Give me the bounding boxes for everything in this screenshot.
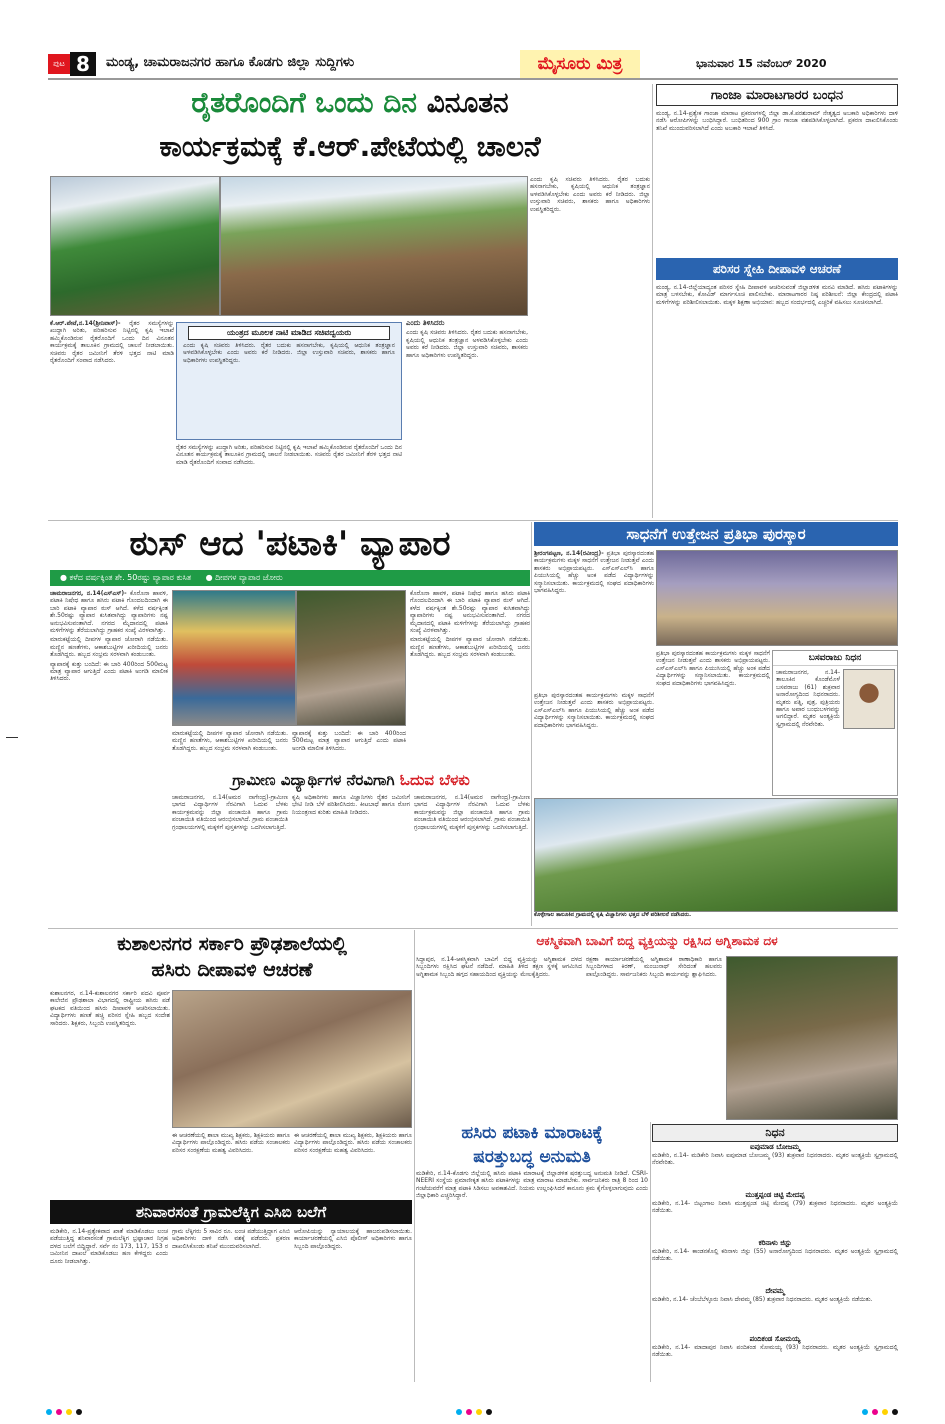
lead-body-right <box>406 320 528 518</box>
crackers-body-text-3: ವ್ಯಾಪಾರಕ್ಕೆ ಕುತ್ತು ಬಂದಿದೆ: ಈ ಬಾರಿ 400ರಿಂದ 500ಮಟ್ಟ ಮಾತ್ರ ವ್ಯಾಪಾರ ಆಗುತ್ತಿದೆ ಎಂದು ಪಟಾಕಿ ಅಂಗಡಿ ಮಾಲೀಕ ತಿಳಿಸಿದರು. <box>50 660 168 683</box>
obit-item <box>652 1190 898 1238</box>
field-photo-caption: ಕೊಳ್ಳೇಗಾಲ ತಾಲೂಕಿನ ಗ್ರಾಮದಲ್ಲಿ ಕೃಷಿ ವಿಜ್ಞಾನಿಗಳು ಭತ್ತದ ಬೆಳೆ ಪರಿಶೀಲನೆ ನಡೆಸಿದರು. <box>534 912 692 918</box>
obit-name: ಪಂದಿಕಂಡ ಸೋಮಯ್ಯ <box>749 1335 801 1343</box>
acb-headline: ಶನಿವಾರಸಂತೆ ಗ್ರಾಮಲೆಕ್ಕಿಗ ಎಸಿಬಿ ಬಲೆಗೆ <box>135 1203 327 1221</box>
rescue-headline-bar <box>416 930 898 952</box>
crackers-body-text-2: ಮಾರುಕಟ್ಟೆಯಲ್ಲಿ ದೀಪಗಳ ವ್ಯಾಪಾರ ಜೋರಾಗಿ ನಡೆಯಿತು. ಮಣ್ಣಿನ ಹಣತೆಗಳು, ಆಕಾಶಬುಟ್ಟಿಗಳ ಖರೀದಿಯಲ್ಲಿ ಜನರು ತೊಡಗಿದ್ದರು. ಹಬ್ಬದ ಸಂಭ್ರಮ ಸರಳವಾಗಿ ಕಂಡುಬಂತು. <box>50 636 168 659</box>
obit-list <box>652 1142 898 1382</box>
rule-vertical-3 <box>414 930 415 1382</box>
rule-horizontal-1 <box>48 520 898 521</box>
page-label: ಪುಟ <box>48 54 70 74</box>
obit-name: ಐಪುಮಾಡ ಬೋಜಮ್ಮ <box>749 1143 801 1151</box>
rural-body-3: ಚಾಮರಾಜನಗರ, ನ.14(ಅಮರ ನಾಗೇಂದ್ರ)-ಗ್ರಾಮೀಣ ಭಾಗದ ವಿದ್ಯಾರ್ಥಿಗಳ ನೆರವಿಗಾಗಿ ಓದುವ ಬೆಳಕು ಕಾರ್ಯಕ್ರಮವನ್ನು ಜಿಲ್ಲಾ ಪಂಚಾಯಿತಿ ಹಾಗೂ ಗ್ರಾಮ ಪಂಚಾಯಿತಿ ವತಿಯಿಂದ ಆರಂಭಿಸಲಾಗಿದೆ. ಗ್ರಾಮ ಪಂಚಾಯಿತಿ ಗ್ರಂಥಾಲಯಗಳಲ್ಲಿ ಮಕ್ಕಳಿಗೆ ಪುಸ್ತಕಗಳನ್ನು ಒದಗಿಸಲಾಗುತ್ತಿದೆ. <box>414 794 530 831</box>
lead-inset-text: ಎಂದು ಕೃಷಿ ಸಚಿವರು ತಿಳಿಸಿದರು. ರೈತರ ಬದುಕು ಹಸನಾಗಬೇಕು, ಕೃಷಿಯಲ್ಲಿ ಆಧುನಿಕ ತಂತ್ರಜ್ಞಾನ ಅಳವಡಿಸಿಕೊಳ್ಳಬೇಕು ಎಂದು ಅವರು ಕರೆ ನೀಡಿದರು. ಜಿಲ್ಲಾ ಉಸ್ತುವಾರಿ ಸಚಿವರು, ಶಾಸಕರು ಹಾಗೂ ಅಧಿಕಾರಿಗಳು ಉಪಸ್ಥಿತರಿದ್ದರು. <box>183 342 395 364</box>
reg-dot <box>892 1409 898 1415</box>
rescue-photo <box>726 956 898 1120</box>
lead-body-left-text: ರೈತರ ಸಮಸ್ಯೆಗಳನ್ನು ಖುದ್ದಾಗಿ ಅರಿತು, ಪರಿಹರಿಸುವ ನಿಟ್ಟಿನಲ್ಲಿ ಕೃಷಿ ಇಲಾಖೆ ಹಮ್ಮಿಕೊಂಡಿರುವ ರೈತರೊಂದಿಗೆ ಒಂದು ದಿನ ವಿನೂತನ ಕಾರ್ಯಕ್ರಮಕ್ಕೆ ತಾಲೂಕಿನ ಗ್ರಾಮದಲ್ಲಿ ಚಾಲನೆ ನೀಡಲಾಯಿತು. ಸಚಿವರು ರೈತರ ಜಮೀನಿಗೆ ತೆರಳಿ ಭತ್ತದ ನಾಟಿ ಮಾಡಿ ರೈತರೊಂದಿಗೆ ಸಂವಾದ ನಡೆಸಿದರು. <box>50 320 174 365</box>
date-line: ಭಾನುವಾರ 15 ನವೆಂಬರ್ 2020 <box>696 57 827 70</box>
lead-inset-title: ಯಂತ್ರದ ಮೂಲಕ ನಾಟಿ ಮಾಡಿದ ಸಚಿವದ್ವಯರು <box>188 326 390 340</box>
rural-headline-a: ಗ್ರಾಮೀಣ ವಿದ್ಯಾರ್ಥಿಗಳ ನೆರವಿಗಾಗಿ <box>232 771 395 789</box>
masthead <box>48 50 898 80</box>
lead-photo-planting <box>220 176 528 316</box>
reg-dot <box>76 1409 82 1415</box>
lead-body-mid: ರೈತರ ಸಮಸ್ಯೆಗಳನ್ನು ಖುದ್ದಾಗಿ ಅರಿತು, ಪರಿಹರಿಸುವ ನಿಟ್ಟಿನಲ್ಲಿ ಕೃಷಿ ಇಲಾಖೆ ಹಮ್ಮಿಕೊಂಡಿರುವ ರೈತರೊಂದಿಗೆ ಒಂದು ದಿನ ವಿನೂತನ ಕಾರ್ಯಕ್ರಮಕ್ಕೆ ತಾಲೂಕಿನ ಗ್ರಾಮದಲ್ಲಿ ಚಾಲನೆ ನೀಡಲಾಯಿತು. ಸಚಿವರು ರೈತರ ಜಮೀನಿಗೆ ತೆರಳಿ ಭತ್ತದ ನಾಟಿ ಮಾಡಿ ರೈತರೊಂದಿಗೆ ಸಂವಾದ ನಡೆಸಿದರು. <box>176 444 402 466</box>
award-headline-bar <box>534 522 898 546</box>
rule-horizontal-2 <box>48 928 898 929</box>
crackers-body-right <box>410 590 530 768</box>
registration-marks-mid <box>456 1400 496 1408</box>
registration-marks-left <box>46 1400 86 1408</box>
obit-item <box>652 1142 898 1190</box>
reg-dot <box>872 1409 878 1415</box>
green-crackers-headline-1: ಹಸಿರು ಪಟಾಕಿ ಮಾರಾಟಕ್ಕೆ <box>461 1123 603 1143</box>
crackers-photo-customers <box>296 590 406 726</box>
crackers-dateline: ಚಾಮರಾಜನಗರ, ನ.14(ಎಸ್‌ಎಸ್)- <box>50 590 127 597</box>
registration-marks-right <box>862 1400 902 1408</box>
lead-headline-1a: ರೈತರೊಂದಿಗೆ ಒಂದು ದಿನ <box>191 86 417 119</box>
school-photo <box>172 990 412 1128</box>
basavaraju-photo <box>843 669 895 729</box>
rule-vertical-2 <box>531 522 532 926</box>
crackers-headline: ಠುಸ್ ಆದ 'ಪಟಾಕಿ' ವ್ಯಾಪಾರ <box>129 524 451 564</box>
reg-dot <box>46 1409 52 1415</box>
award-headline: ಸಾಧನೆಗೆ ಉತ್ತೇಜನ ಪ್ರತಿಭಾ ಪುರಸ್ಕಾರ <box>626 525 806 543</box>
reg-dot <box>56 1409 62 1415</box>
lead-photo-tractor <box>50 176 220 316</box>
lead-subhead: ಎಂದು ತಿಳಿಸಿದರು <box>406 320 445 327</box>
crackers-body-right-text: ಕೊರೊನಾ ಹಾವಳಿ, ಪಟಾಕಿ ನಿಷೇಧ ಹಾಗೂ ಹಸಿರು ಪಟಾಕಿ ಗೊಂದಲದಿಂದಾಗಿ ಈ ಬಾರಿ ಪಟಾಕಿ ವ್ಯಾಪಾರ ಠುಸ್ ಆಗಿದೆ. ಕಳೆದ ವರ್ಷಕ್ಕಿಂತ ಶೇ.50ರಷ್ಟು ವ್ಯಾಪಾರ ಕುಸಿತವಾಗಿದ್ದು ವ್ಯಾಪಾರಿಗಳು ನಷ್ಟ ಅನುಭವಿಸುವಂತಾಗಿದೆ. ನಗರದ ಮೈದಾನದಲ್ಲಿ ಪಟಾಕಿ ಮಳಿಗೆಗಳನ್ನು ತೆರೆಯಲಾಗಿದ್ದು ಗ್ರಾಹಕರ ಸಂಖ್ಯೆ ವಿರಳವಾಗಿತ್ತು. <box>410 590 530 635</box>
crackers-subbar: ● ಕಳೆದ ವರ್ಷಕ್ಕಿಂತ ಶೇ. 50ರಷ್ಟು ವ್ಯಾಪಾರ ಕುಸಿತ ● ದೀಪಗಳ ವ್ಯಾಪಾರ ಜೋರು <box>50 570 530 586</box>
school-body-mid: ಈ ಆಚರಣೆಯಲ್ಲಿ ಶಾಲಾ ಮುಖ್ಯ ಶಿಕ್ಷಕರು, ಶಿಕ್ಷಕಿಯರು ಹಾಗೂ ವಿದ್ಯಾರ್ಥಿಗಳು ಪಾಲ್ಗೊಂಡಿದ್ದರು. ಹಸಿರು ಪಡೆಯ ಸಂಚಾಲಕರು ಪರಿಸರ ಸಂರಕ್ಷಣೆಯ ಮಹತ್ವ ವಿವರಿಸಿದರು. <box>172 1132 290 1154</box>
crackers-body-right-text-2: ಮಾರುಕಟ್ಟೆಯಲ್ಲಿ ದೀಪಗಳ ವ್ಯಾಪಾರ ಜೋರಾಗಿ ನಡೆಯಿತು. ಮಣ್ಣಿನ ಹಣತೆಗಳು, ಆಕಾಶಬುಟ್ಟಿಗಳ ಖರೀದಿಯಲ್ಲಿ ಜನರು ತೊಡಗಿದ್ದರು. ಹಬ್ಬದ ಸಂಭ್ರಮ ಸರಳವಾಗಿ ಕಂಡುಬಂತು. <box>410 636 530 659</box>
crop-mark-left <box>6 737 18 738</box>
paper-name: ಮೈಸೂರು ಮಿತ್ರ <box>520 50 640 78</box>
field-photo <box>534 798 898 912</box>
lead-headline-line1 <box>60 86 640 120</box>
lead-headline-1b: ವಿನೂತನ <box>426 86 509 119</box>
crackers-body-mid: ಮಾರುಕಟ್ಟೆಯಲ್ಲಿ ದೀಪಗಳ ವ್ಯಾಪಾರ ಜೋರಾಗಿ ನಡೆಯಿತು. ಮಣ್ಣಿನ ಹಣತೆಗಳು, ಆಕಾಶಬುಟ್ಟಿಗಳ ಖರೀದಿಯಲ್ಲಿ ಜನರು ತೊಡಗಿದ್ದರು. ಹಬ್ಬದ ಸಂಭ್ರಮ ಸರಳವಾಗಿ ಕಂಡುಬಂತು. <box>172 730 288 752</box>
lead-headline-line2: ಕಾರ್ಯಕ್ರಮಕ್ಕೆ ಕೆ.ಆರ್.ಪೇಟೆಯಲ್ಲಿ ಚಾಲನೆ <box>159 130 541 163</box>
rule-vertical-4 <box>650 1122 651 1382</box>
reg-dot <box>466 1409 472 1415</box>
school-headline-line1: ಕುಶಾಲನಗರ ಸರ್ಕಾರಿ ಪ್ರೌಢಶಾಲೆಯಲ್ಲಿ <box>117 933 347 955</box>
acb-body-1: ಮಡಿಕೇರಿ, ನ.14-ಪ್ರತ್ಯೇಕವಾದ ಖಾತೆ ಮಾಡಿಕೊಡಲು ಲಂಚ ಪಡೆಯುತ್ತಿದ್ದ ಶನಿವಾರಸಂತೆ ಗ್ರಾಮಲೆಕ್ಕಿಗ ಭ್ರಷ್ಟಾಚಾರ ನಿಗ್ರಹ ದಳದ ಬಲೆಗೆ ಬಿದ್ದಿದ್ದಾರೆ. ಸರ್ವೆ ನಂ 173, 117, 153 ರ ಜಮೀನಿನ ದಾಖಲೆ ಮಾಡಿಕೊಡಲು ಹಣ ಕೇಳಿದ್ದರು ಎಂದು ದೂರು ನೀಡಲಾಗಿತ್ತು. <box>50 1228 168 1265</box>
school-body-right: ಈ ಆಚರಣೆಯಲ್ಲಿ ಶಾಲಾ ಮುಖ್ಯ ಶಿಕ್ಷಕರು, ಶಿಕ್ಷಕಿಯರು ಹಾಗೂ ವಿದ್ಯಾರ್ಥಿಗಳು ಪಾಲ್ಗೊಂಡಿದ್ದರು. ಹಸಿರು ಪಡೆಯ ಸಂಚಾಲಕರು ಪರಿಸರ ಸಂರಕ್ಷಣೆಯ ಮಹತ್ವ ವಿವರಿಸಿದರು. <box>294 1132 412 1154</box>
award-body-mid: ಪ್ರತಿಭಾ ಪುರಸ್ಕಾರದಂತಹ ಕಾರ್ಯಕ್ರಮಗಳು ಮಕ್ಕಳ ಸಾಧನೆಗೆ ಉತ್ತೇಜನ ನೀಡುತ್ತವೆ ಎಂದು ಶಾಸಕರು ಅಭಿಪ್ರಾಯಪಟ್ಟರು. ಎಸ್‌ಎಸ್‌ಎಲ್‌ಸಿ ಹಾಗೂ ಪಿಯುಸಿಯಲ್ಲಿ ಹೆಚ್ಚು ಅಂಕ ಪಡೆದ ವಿದ್ಯಾರ್ಥಿಗಳನ್ನು ಸನ್ಮಾನಿಸಲಾಯಿತು. ಕಾರ್ಯಕ್ರಮದಲ್ಲಿ ಸಂಘದ ಪದಾಧಿಕಾರಿಗಳು ಭಾಗವಹಿಸಿದ್ದರು. <box>656 650 770 687</box>
reg-dot <box>862 1409 868 1415</box>
lead-body-col5: ಎಂದು ಕೃಷಿ ಸಚಿವರು ತಿಳಿಸಿದರು. ರೈತರ ಬದುಕು ಹಸನಾಗಬೇಕು, ಕೃಷಿಯಲ್ಲಿ ಆಧುನಿಕ ತಂತ್ರಜ್ಞಾನ ಅಳವಡಿಸಿಕೊಳ್ಳಬೇಕು ಎಂದು ಅವರು ಕರೆ ನೀಡಿದರು. ಜಿಲ್ಲಾ ಉಸ್ತುವಾರಿ ಸಚಿವರು, ಶಾಸಕರು ಹಾಗೂ ಅಧಿಕಾರಿಗಳು ಉಪಸ್ಥಿತರಿದ್ದರು. <box>530 176 650 213</box>
rural-body-2: ಕೃಷಿ ಅಧಿಕಾರಿಗಳು ಹಾಗೂ ವಿಜ್ಞಾನಿಗಳು ರೈತರ ಜಮೀನಿಗೆ ಭೇಟಿ ನೀಡಿ ಬೆಳೆ ಪರಿಶೀಲಿಸಿದರು. ಕೀಟಬಾಧೆ ಹಾಗೂ ರೋಗ ನಿಯಂತ್ರಣದ ಕುರಿತು ಮಾಹಿತಿ ನೀಡಿದರು. <box>292 794 410 816</box>
diwali-eco-body: ಮಂಡ್ಯ, ನ.14-ಜಿಲ್ಲೆಯಾದ್ಯಂತ ಪರಿಸರ ಸ್ನೇಹಿ ದೀಪಾವಳಿ ಆಚರಿಸುವಂತೆ ಜಿಲ್ಲಾಡಳಿತ ಮನವಿ ಮಾಡಿದೆ. ಹಸಿರು ಪಟಾಕಿಗಳನ್ನು ಮಾತ್ರ ಬಳಸಬೇಕು, ಕೋವಿಡ್ ಮಾರ್ಗಸೂಚಿ ಪಾಲಿಸಬೇಕು. ಮಾರಾಟಗಾರರ ನಿಷ್ಠ ಪರಿಶೀಲನೆ: ಜಿಲ್ಲಾ ಕೇಂದ್ರದಲ್ಲಿ ಪಟಾಕಿ ಮಳಿಗೆಗಳನ್ನು ಪರಿಶೀಲಿಸಲಾಯಿತು. ಮಕ್ಕಳ ಶಿಕ್ಷಣಾ ಅಭಿಯಾನ: ಹಬ್ಬದ ಸಂದರ್ಭದಲ್ಲಿ ಎಚ್ಚರಿಕೆ ವಹಿಸಲು ಸೂಚಿಸಲಾಗಿದೆ. <box>656 284 898 306</box>
rule-vertical-1 <box>652 84 653 518</box>
obit-text: ಮಡಿಕೇರಿ, ನ.14- ಮಡಿಕೇರಿ ನಿವಾಸಿ ಐಪುಮಾಡ ಬೋಜಮ್ಮ (93) ಶುಕ್ರವಾರ ನಿಧನರಾದರು. ಮೃತರ ಅಂತ್ಯಕ್ರಿಯೆ ಸ್ವಗ್ರಾಮದಲ್ಲಿ ನೆರವೇರಿತು. <box>652 1152 898 1167</box>
basavaraju-body: ಚಾಮರಾಜನಗರ, ನ.14-ತಾಲೂಕಿನ ಕೊಂಡೆಮೊಳೆ ಬಸವರಾಜು (61) ಶುಕ್ರವಾರ ಅನಾರೋಗ್ಯದಿಂದ ನಿಧನರಾದರು. ಮೃತರು ಪತ್ನಿ, ಪುತ್ರ, ಪುತ್ರಿಯರು ಹಾಗೂ ಅಪಾರ ಬಂಧುಬಳಗವನ್ನು ಅಗಲಿದ್ದಾರೆ. ಮೃತರ ಅಂತ್ಯಕ್ರಿಯೆ ಸ್ವಗ್ರಾಮದಲ್ಲಿ ನೆರವೇರಿತು. <box>776 669 840 728</box>
crackers-sub2: ದೀಪಗಳ ವ್ಯಾಪಾರ ಜೋರು <box>215 573 283 582</box>
rescue-body-left: ಸಿದ್ದಾಪುರ, ನ.14-ಆಕಸ್ಮಿಕವಾಗಿ ಬಾವಿಗೆ ಬಿದ್ದ ವ್ಯಕ್ತಿಯನ್ನು ಅಗ್ನಿಶಾಮಕ ದಳದ ಸಿಬ್ಬಂದಿಗಳು ರಕ್ಷಿಸಿದ ಘಟನೆ ನಡೆದಿದೆ. ಮಾಹಿತಿ ತಿಳಿದ ತಕ್ಷಣ ಸ್ಥಳಕ್ಕೆ ಆಗಮಿಸಿದ ಅಗ್ನಿಶಾಮಕ ಸಿಬ್ಬಂದಿ ಹಗ್ಗದ ಸಹಾಯದಿಂದ ವ್ಯಕ್ತಿಯನ್ನು ಮೇಲಕ್ಕೆತ್ತಿದರು. <box>416 956 582 978</box>
award-body-left <box>534 550 654 690</box>
lead-inset <box>176 322 402 440</box>
award-body-text: ಪ್ರತಿಭಾ ಪುರಸ್ಕಾರದಂತಹ ಕಾರ್ಯಕ್ರಮಗಳು ಮಕ್ಕಳ ಸಾಧನೆಗೆ ಉತ್ತೇಜನ ನೀಡುತ್ತವೆ ಎಂದು ಶಾಸಕರು ಅಭಿಪ್ರಾಯಪಟ್ಟರು. ಎಸ್‌ಎಸ್‌ಎಲ್‌ಸಿ ಹಾಗೂ ಪಿಯುಸಿಯಲ್ಲಿ ಹೆಚ್ಚು ಅಂಕ ಪಡೆದ ವಿದ್ಯಾರ್ಥಿಗಳನ್ನು ಸನ್ಮಾನಿಸಲಾಯಿತು. ಕಾರ್ಯಕ್ರಮದಲ್ಲಿ ಸಂಘದ ಪದಾಧಿಕಾರಿಗಳು ಭಾಗವಹಿಸಿದ್ದರು. <box>534 550 654 595</box>
obituaries-title: ನಿಧನ <box>652 1124 898 1142</box>
obit-text: ಮಡಿಕೇರಿ, ನ.14- ಮಾದಾಪುರ ನಿವಾಸಿ ಪಂದಿಕಂಡ ಸೋಮಯ್ಯ (93) ನಿಧನರಾದರು. ಮೃತರ ಅಂತ್ಯಕ್ರಿಯೆ ಸ್ವಗ್ರಾಮದಲ್ಲಿ ನಡೆಯಿತು. <box>652 1344 898 1359</box>
ganja-body: ಮಂಡ್ಯ, ನ.14-ಪ್ರತ್ಯೇಕ ಗಾಂಜಾ ಮಾರಾಟ ಪ್ರಕರಣಗಳಲ್ಲಿ ಜಿಲ್ಲಾ ಡಾ.ಕೆ.ಪರಶುರಾಮ್ ನೇತೃತ್ವದ ಅಬಕಾರಿ ಅಧಿಕಾರಿಗಳು ದಾಳಿ ನಡೆಸಿ ಆರೋಪಿಗಳನ್ನು ಬಂಧಿಸಿದ್ದಾರೆ. ಬಂಧಿತರಿಂದ 900 ಗ್ರಾಂ ಗಾಂಜಾ ವಶಪಡಿಸಿಕೊಳ್ಳಲಾಗಿದೆ. ಪ್ರಕರಣ ದಾಖಲಿಸಿಕೊಂಡು ತನಿಖೆ ಮುಂದುವರಿಸಲಾಗಿದೆ ಎಂದು ಅಬಕಾರಿ ಇಲಾಖೆ ತಿಳಿಸಿದೆ. <box>656 110 898 132</box>
award-dateline: ಶ್ರೀರಂಗಪಟ್ಟಣ, ನ.14(ರವೀಂದ್ರ)- <box>534 550 604 557</box>
acb-body-3: ಆರೋಪಿಯನ್ನು ನ್ಯಾಯಾಲಯಕ್ಕೆ ಹಾಜರುಪಡಿಸಲಾಯಿತು. ಕಾರ್ಯಾಚರಣೆಯಲ್ಲಿ ಎಸಿಬಿ ಪೊಲೀಸ್ ಅಧಿಕಾರಿಗಳು ಹಾಗೂ ಸಿಬ್ಬಂದಿ ಪಾಲ್ಗೊಂಡಿದ್ದರು. <box>294 1228 412 1250</box>
crackers-body-mid2: ವ್ಯಾಪಾರಕ್ಕೆ ಕುತ್ತು ಬಂದಿದೆ: ಈ ಬಾರಿ 400ರಿಂದ 500ಮಟ್ಟ ಮಾತ್ರ ವ್ಯಾಪಾರ ಆಗುತ್ತಿದೆ ಎಂದು ಪಟಾಕಿ ಅಂಗಡಿ ಮಾಲೀಕ ತಿಳಿಸಿದರು. <box>292 730 406 752</box>
lead-body-right-text: ಎಂದು ಕೃಷಿ ಸಚಿವರು ತಿಳಿಸಿದರು. ರೈತರ ಬದುಕು ಹಸನಾಗಬೇಕು, ಕೃಷಿಯಲ್ಲಿ ಆಧುನಿಕ ತಂತ್ರಜ್ಞಾನ ಅಳವಡಿಸಿಕೊಳ್ಳಬೇಕು ಎಂದು ಅವರು ಕರೆ ನೀಡಿದರು. ಜಿಲ್ಲಾ ಉಸ್ತುವಾರಿ ಸಚಿವರು, ಶಾಸಕರು ಹಾಗೂ ಅಧಿಕಾರಿಗಳು ಉಪಸ್ಥಿತರಿದ್ದರು. <box>406 329 528 359</box>
lead-body-left <box>50 320 174 518</box>
obit-name: ಮುತ್ತಪ್ಪಂಡ ಚಿಟ್ಟಿ ಮೇದಪ್ಪ <box>745 1191 805 1199</box>
diwali-headline-bar <box>656 258 898 280</box>
obit-text: ಮಡಿಕೇರಿ, ನ.14- ಬಿಟ್ಟಂಗಾಲ ನಿವಾಸಿ ಮುತ್ತಪ್ಪಂಡ ಚಿಟ್ಟಿ ಮೇದಪ್ಪ (79) ಶುಕ್ರವಾರ ನಿಧನರಾದರು. ಮೃತರ ಅಂತ್ಯಕ್ರಿಯೆ ನಡೆಯಿತು. <box>652 1200 898 1215</box>
acb-headline-bar <box>50 1200 412 1224</box>
obit-name: ದೇವಮ್ಮ <box>765 1287 785 1295</box>
lead-dateline: ಕೆ.ಆರ್.ಪೇಟೆ,ನ.14(ಶ್ರೀನಿವಾಸ್)- <box>50 320 121 327</box>
obit-item <box>652 1238 898 1286</box>
green-crackers-headline-2: ಷರತ್ತುಬದ್ಧ ಅನುಮತಿ <box>473 1147 591 1167</box>
obituaries-section <box>652 1124 898 1382</box>
green-crackers-body: ಮಡಿಕೇರಿ, ನ.14-ಕೊಡಗು ಜಿಲ್ಲೆಯಲ್ಲಿ ಹಸಿರು ಪಟಾಕಿ ಮಾರಾಟಕ್ಕೆ ಜಿಲ್ಲಾಡಳಿತ ಷರತ್ತುಬದ್ಧ ಅನುಮತಿ ನೀಡಿದೆ. CSRI-NEERI ಸಂಸ್ಥೆಯ ಪ್ರಮಾಣೀಕೃತ ಹಸಿರು ಪಟಾಕಿಗಳನ್ನು ಮಾತ್ರ ಮಾರಾಟ ಮಾಡಬೇಕು. ಸಾರ್ವಜನಿಕರು ರಾತ್ರಿ 8 ರಿಂದ 10 ಗಂಟೆಯವರೆಗೆ ಮಾತ್ರ ಪಟಾಕಿ ಸಿಡಿಸಲು ಅವಕಾಶವಿದೆ. ನಿಯಮ ಉಲ್ಲಂಘಿಸಿದರೆ ಕಾನೂನು ಕ್ರಮ ಕೈಗೊಳ್ಳಲಾಗುವುದು ಎಂದು ಜಿಲ್ಲಾಧಿಕಾರಿ ಎಚ್ಚರಿಸಿದ್ದಾರೆ. <box>416 1170 648 1200</box>
rural-body-1: ಚಾಮರಾಜನಗರ, ನ.14(ಅಮರ ನಾಗೇಂದ್ರ)-ಗ್ರಾಮೀಣ ಭಾಗದ ವಿದ್ಯಾರ್ಥಿಗಳ ನೆರವಿಗಾಗಿ ಓದುವ ಬೆಳಕು ಕಾರ್ಯಕ್ರಮವನ್ನು ಜಿಲ್ಲಾ ಪಂಚಾಯಿತಿ ಹಾಗೂ ಗ್ರಾಮ ಪಂಚಾಯಿತಿ ವತಿಯಿಂದ ಆರಂಭಿಸಲಾಗಿದೆ. ಗ್ರಾಮ ಪಂಚಾಯಿತಿ ಗ್ರಂಥಾಲಯಗಳಲ್ಲಿ ಮಕ್ಕಳಿಗೆ ಪುಸ್ತಕಗಳನ್ನು ಒದಗಿಸಲಾಗುತ್ತಿದೆ. <box>172 794 288 831</box>
reg-dot <box>476 1409 482 1415</box>
obit-item <box>652 1286 898 1334</box>
section-title: ಮಂಡ್ಯ, ಚಾಮರಾಜನಗರ ಹಾಗೂ ಕೊಡಗು ಜಿಲ್ಲಾ ಸುದ್ದಿಗಳು <box>106 55 355 70</box>
school-body-left: ಕುಶಾಲನಗರ, ನ.14-ಕುಶಾಲನಗರ ಸರ್ಕಾರಿ ಪದವಿ ಪೂರ್ವ ಕಾಲೇಜಿನ ಪ್ರೌಢಶಾಲಾ ವಿಭಾಗದಲ್ಲಿ ರಾಷ್ಟ್ರೀಯ ಹಸಿರು ಪಡೆ ಘಟಕದ ವತಿಯಿಂದ ಹಸಿರು ದೀಪಾವಳಿ ಆಚರಿಸಲಾಯಿತು. ವಿದ್ಯಾರ್ಥಿಗಳು ಹಣತೆ ಹಚ್ಚಿ ಪರಿಸರ ಸ್ನೇಹಿ ಹಬ್ಬದ ಸಂದೇಶ ಸಾರಿದರು. ಶಿಕ್ಷಕರು, ಸಿಬ್ಬಂದಿ ಉಪಸ್ಥಿತರಿದ್ದರು. <box>50 990 170 1027</box>
ganja-headline: ಗಾಂಜಾ ಮಾರಾಟಗಾರರ ಬಂಧನ <box>710 88 844 103</box>
obit-name: ಕರಿನಾಳು ಜಿಸ್ಟು <box>758 1239 792 1247</box>
crackers-body-text: ಕೊರೊನಾ ಹಾವಳಿ, ಪಟಾಕಿ ನಿಷೇಧ ಹಾಗೂ ಹಸಿರು ಪಟಾಕಿ ಗೊಂದಲದಿಂದಾಗಿ ಈ ಬಾರಿ ಪಟಾಕಿ ವ್ಯಾಪಾರ ಠುಸ್ ಆಗಿದೆ. ಕಳೆದ ವರ್ಷಕ್ಕಿಂತ ಶೇ.50ರಷ್ಟು ವ್ಯಾಪಾರ ಕುಸಿತವಾಗಿದ್ದು ವ್ಯಾಪಾರಿಗಳು ನಷ್ಟ ಅನುಭವಿಸುವಂತಾಗಿದೆ. ನಗರದ ಮೈದಾನದಲ್ಲಿ ಪಟಾಕಿ ಮಳಿಗೆಗಳನ್ನು ತೆರೆಯಲಾಗಿದ್ದು ಗ್ರಾಹಕರ ಸಂಖ್ಯೆ ವಿರಳವಾಗಿತ್ತು. <box>50 590 168 635</box>
rural-headline <box>172 770 530 790</box>
rural-headline-b: ಓದುವ ಬೆಳಕು <box>399 771 470 789</box>
reg-dot <box>66 1409 72 1415</box>
award-body-left2: ಪ್ರತಿಭಾ ಪುರಸ್ಕಾರದಂತಹ ಕಾರ್ಯಕ್ರಮಗಳು ಮಕ್ಕಳ ಸಾಧನೆಗೆ ಉತ್ತೇಜನ ನೀಡುತ್ತವೆ ಎಂದು ಶಾಸಕರು ಅಭಿಪ್ರಾಯಪಟ್ಟರು. ಎಸ್‌ಎಸ್‌ಎಲ್‌ಸಿ ಹಾಗೂ ಪಿಯುಸಿಯಲ್ಲಿ ಹೆಚ್ಚು ಅಂಕ ಪಡೆದ ವಿದ್ಯಾರ್ಥಿಗಳನ್ನು ಸನ್ಮಾನಿಸಲಾಯಿತು. ಕಾರ್ಯಕ್ರಮದಲ್ಲಿ ಸಂಘದ ಪದಾಧಿಕಾರಿಗಳು ಭಾಗವಹಿಸಿದ್ದರು. <box>534 692 654 729</box>
page-number: 8 <box>70 52 96 76</box>
rescue-body-mid: ರಕ್ಷಣಾ ಕಾರ್ಯಾಚರಣೆಯಲ್ಲಿ ಅಗ್ನಿಶಾಮಕ ಠಾಣಾಧಿಕಾರಿ ಹಾಗೂ ಸಿಬ್ಬಂದಿಗಳಾದ ಕಿರಣ್, ಮಂಜುನಾಥ್ ಸೇರಿದಂತೆ ಹಲವರು ಪಾಲ್ಗೊಂಡಿದ್ದರು. ಸಾರ್ವಜನಿಕರು ಸಿಬ್ಬಂದಿ ಕಾರ್ಯವನ್ನು ಶ್ಲಾಘಿಸಿದರು. <box>586 956 722 978</box>
rescue-headline: ಆಕಸ್ಮಿಕವಾಗಿ ಬಾವಿಗೆ ಬಿದ್ದ ವ್ಯಕ್ತಿಯನ್ನು ರಕ್ಷಿಸಿದ ಅಗ್ನಿಶಾಮಕ ದಳ <box>536 934 778 948</box>
basavaraju-headline: ಬಸವರಾಜು ನಿಧನ <box>773 651 897 666</box>
acb-body-2: ಗ್ರಾಮ ಲೆಕ್ಕಿಗರು 5 ಸಾವಿರ ರೂ. ಲಂಚ ಪಡೆಯುತ್ತಿದ್ದಾಗ ಎಸಿಬಿ ಅಧಿಕಾರಿಗಳು ದಾಳಿ ನಡೆಸಿ ವಶಕ್ಕೆ ಪಡೆದರು. ಪ್ರಕರಣ ದಾಖಲಿಸಿಕೊಂಡು ತನಿಖೆ ಮುಂದುವರಿಸಲಾಗಿದೆ. <box>172 1228 290 1250</box>
obit-text: ಮಡಿಕೇರಿ, ನ.14- ಕಾಂಡನಕೊಲ್ಲಿ ಕರಿನಾಳು ಜಿಸ್ಟು (55) ಅನಾರೋಗ್ಯದಿಂದ ನಿಧನರಾದರು. ಮೃತರ ಅಂತ್ಯಕ್ರಿಯೆ ಸ್ವಗ್ರಾಮದಲ್ಲಿ ನಡೆಯಿತು. <box>652 1248 898 1263</box>
reg-dot <box>486 1409 492 1415</box>
crackers-photo-shop <box>172 590 296 726</box>
award-photo-stage <box>656 550 898 646</box>
crackers-body-left <box>50 590 168 926</box>
diwali-eco-headline: ಪರಿಸರ ಸ್ನೇಹಿ ದೀಪಾವಳಿ ಆಚರಣೆ <box>712 262 842 276</box>
basavaraju-obit <box>772 650 898 796</box>
crackers-sub1: ಕಳೆದ ವರ್ಷಕ್ಕಿಂತ ಶೇ. 50ರಷ್ಟು ವ್ಯಾಪಾರ ಕುಸಿತ <box>69 573 192 582</box>
obit-text: ಮಡಿಕೇರಿ, ನ.14- ಚೆಂಬೆಬೆಳ್ಳೂರು ನಿವಾಸಿ ದೇವಮ್ಮ (85) ಶುಕ್ರವಾರ ನಿಧನರಾದರು. ಮೃತರ ಅಂತ್ಯಕ್ರಿಯೆ ನಡೆಯಿತು. <box>652 1296 873 1303</box>
reg-dot <box>456 1409 462 1415</box>
obit-item <box>652 1334 898 1382</box>
ganja-headline-bar <box>656 84 898 106</box>
reg-dot <box>882 1409 888 1415</box>
school-headline-line2: ಹಸಿರು ದೀಪಾವಳಿ ಆಚರಣೆ <box>151 959 313 981</box>
